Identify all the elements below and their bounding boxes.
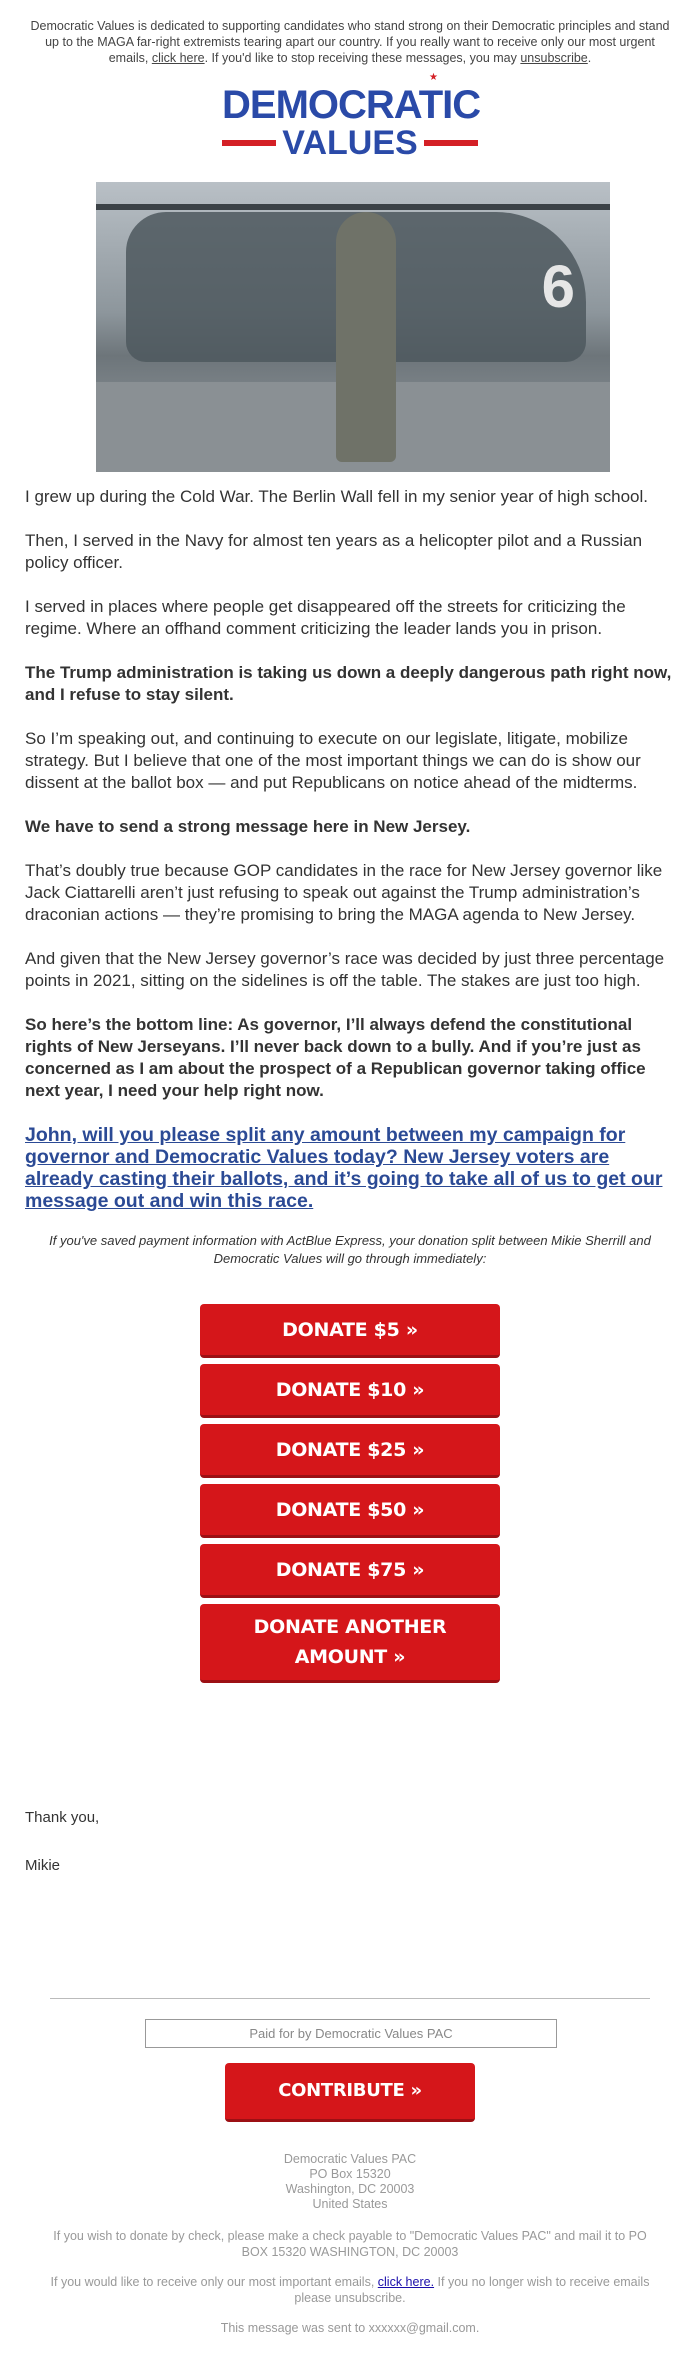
- donate-other-amount-button[interactable]: DONATE ANOTHER AMOUNT »: [200, 1604, 500, 1683]
- check-donation-note: If you wish to donate by check, please make a check payable to "Democratic Values PAC" and mail it to PO BOX 15320 WASHINGTON, DC 20003: [53, 2229, 647, 2259]
- letter-body: I grew up during the Cold War. The Berlin Wall fell in my senior year of high school. Then, I served in the Navy for almost ten years as a helicopter pilot and a Russian policy officer. I served in places where people get disappeared off the streets for criticizing the regime. Where an offhand comment criticizing the leader lands you in prison. The Trump administration is taking us down a deeply dangerous path right now, and I refuse to stay silent. So I’m speaking out, and continuing to execute on our legislate, litigate, mobilize strategy. But I believe that one of the most important things we can do is show our dissent at the ballot box — and put Republicans on notice ahead of the midterms. We have to send a strong message here in New Jersey. That’s doubly true because GOP candidates in the race for New Jersey governor like Jack Ciattarelli aren’t just refusing to speak out against the Trump administration’s draconian actions — they’re promising to bring the MAGA agenda to New Jersey. And given that the New Jersey governor’s race was decided by just three percentage points in 2021, sitting on the sidelines is off the table. The stakes are just too high. So here’s the bottom line: As governor, I’ll always defend the constitutional rights of New Jerseyans. I’ll never back down to a bully. And if you’re just as concerned as I am about the prospect of a Republican governor taking office next year, I need your help right now.: [25, 487, 672, 1100]
- donate-75-button[interactable]: DONATE $75 »: [200, 1544, 500, 1598]
- footer-address: Democratic Values PAC PO Box 15320 Washington, DC 20003 United States: [283, 2152, 417, 2211]
- important-emails-link[interactable]: click here.: [377, 2275, 435, 2289]
- sent-to-note: This message was sent to xxxxxx@gmail.com.: [220, 2321, 480, 2335]
- actblue-express-note: If you've saved payment information with ActBlue Express, your donation split between Mikie Sherrill and Democratic Values will go through immediately:: [49, 1233, 651, 1266]
- democratic-values-logo: ★ DEMOCRATIC VALUES: [222, 72, 481, 162]
- urgent-emails-link[interactable]: click here: [151, 51, 205, 65]
- contribute-button[interactable]: CONTRIBUTE »: [225, 2063, 475, 2122]
- hero-photo-pilot-helicopter: 6: [96, 182, 610, 472]
- donate-ask-link[interactable]: John, will you please split any amount between my campaign for governor and Democratic Values today? New Jersey voters are already casting their ballots, and it’s going to take all of us to get our message out and win this race.: [25, 1124, 663, 1212]
- star-icon: ★: [429, 72, 438, 83]
- thanks-text: Thank you,: [25, 1809, 100, 1826]
- unsubscribe-link[interactable]: unsubscribe: [520, 51, 588, 65]
- paid-for-disclaimer: Paid for by Democratic Values PAC: [145, 2019, 557, 2048]
- letter-column: [25, 486, 680, 1875]
- footer: [50, 1998, 650, 2336]
- preheader: Democratic Values is dedicated to supporting candidates who stand strong on their Democratic principles and stand up to the MAGA far-right extremists tearing apart our country. If you really want to receive only our most urgent emails, click here. If you'd like to stop receiving these messages, you may unsubscribe.: [30, 19, 670, 65]
- footer-divider: [50, 1998, 650, 1999]
- donate-10-button[interactable]: DONATE $10 »: [200, 1364, 500, 1418]
- donate-50-button[interactable]: DONATE $50 »: [200, 1484, 500, 1538]
- donate-5-button[interactable]: DONATE $5 »: [200, 1304, 500, 1358]
- signature-name: Mikie: [25, 1857, 61, 1874]
- email-preferences-note: If you would like to receive only our most important emails, click here. If you no longer wish to receive emails please unsubscribe.: [50, 2275, 650, 2305]
- donate-buttons: [200, 1304, 500, 1683]
- donate-25-button[interactable]: DONATE $25 »: [200, 1424, 500, 1478]
